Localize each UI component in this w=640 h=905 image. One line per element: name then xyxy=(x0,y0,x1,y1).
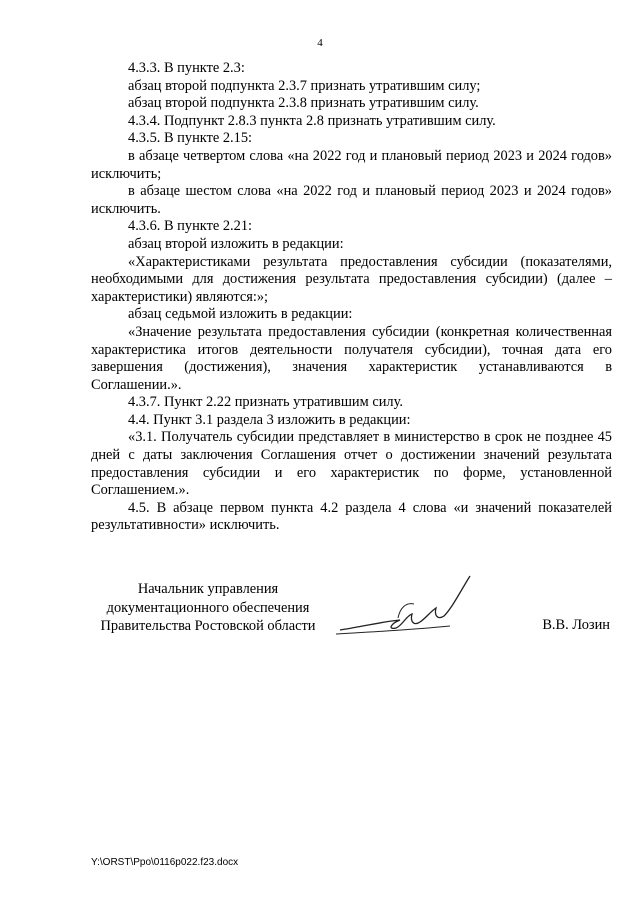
signatory-name: В.В. Лозин xyxy=(542,617,610,633)
paragraph: 4.5. В абзаце первом пункта 4.2 раздела 4 слова «и значений показателей результативности» исключить. xyxy=(91,499,612,534)
paragraph: «Значение результата предоставления субсидии (конкретная количественная характеристика итогов деятельности получателя субсидии), точная дата его завершения (достижения), значения характеристик устанавливаются в Соглашении.». xyxy=(91,323,612,393)
paragraph: 4.3.3. В пункте 2.3: xyxy=(128,60,245,76)
paragraph: 4.3.7. Пункт 2.22 признать утратившим силу. xyxy=(128,394,403,411)
handwritten-signature xyxy=(330,572,490,652)
paragraph: абзац второй подпункта 2.3.8 признать утратившим силу. xyxy=(128,95,479,112)
document-body xyxy=(91,60,612,535)
page-number: 4 xyxy=(317,37,323,49)
paragraph: 4.3.5. В пункте 2.15: xyxy=(128,130,253,147)
position-line: Начальник управления xyxy=(137,581,279,597)
paragraph: в абзаце шестом слова «на 2022 год и плановый период 2023 и 2024 годов» исключить. xyxy=(91,183,612,217)
paragraph: 4.4. Пункт 3.1 раздела 3 изложить в редакции: xyxy=(128,411,411,428)
paragraph: абзац второй подпункта 2.3.7 признать утратившим силу; xyxy=(128,77,481,94)
paragraph: абзац второй изложить в редакции: xyxy=(128,235,344,252)
paragraph: 4.3.4. Подпункт 2.8.3 пункта 2.8 признать утратившим силу. xyxy=(128,112,496,129)
position-line: Правительства Ростовской области xyxy=(100,618,316,634)
paragraph: «Характеристиками результата предоставления субсидии (показателями, необходимыми для достижения результата предоставления субсидии) (далее – характеристики) являются:»; xyxy=(91,253,612,305)
paragraph: 4.3.6. В пункте 2.21: xyxy=(128,218,253,235)
paragraph: абзац седьмой изложить в редакции: xyxy=(128,306,353,323)
file-path: Y:\ORST\Ppo\0116p022.f23.docx xyxy=(91,857,239,868)
paragraph: «3.1. Получатель субсидии представляет в министерство в срок не позднее 45 дней с даты заключения Соглашения отчет о достижении значений результата предоставления субсидии и его характеристик по форме, установленной Соглашением.». xyxy=(91,429,612,499)
paragraph: в абзаце четвертом слова «на 2022 год и плановый период 2023 и 2024 годов» исключить; xyxy=(91,147,612,182)
signatory-position xyxy=(88,580,328,636)
position-line: документационного обеспечения xyxy=(106,599,310,616)
